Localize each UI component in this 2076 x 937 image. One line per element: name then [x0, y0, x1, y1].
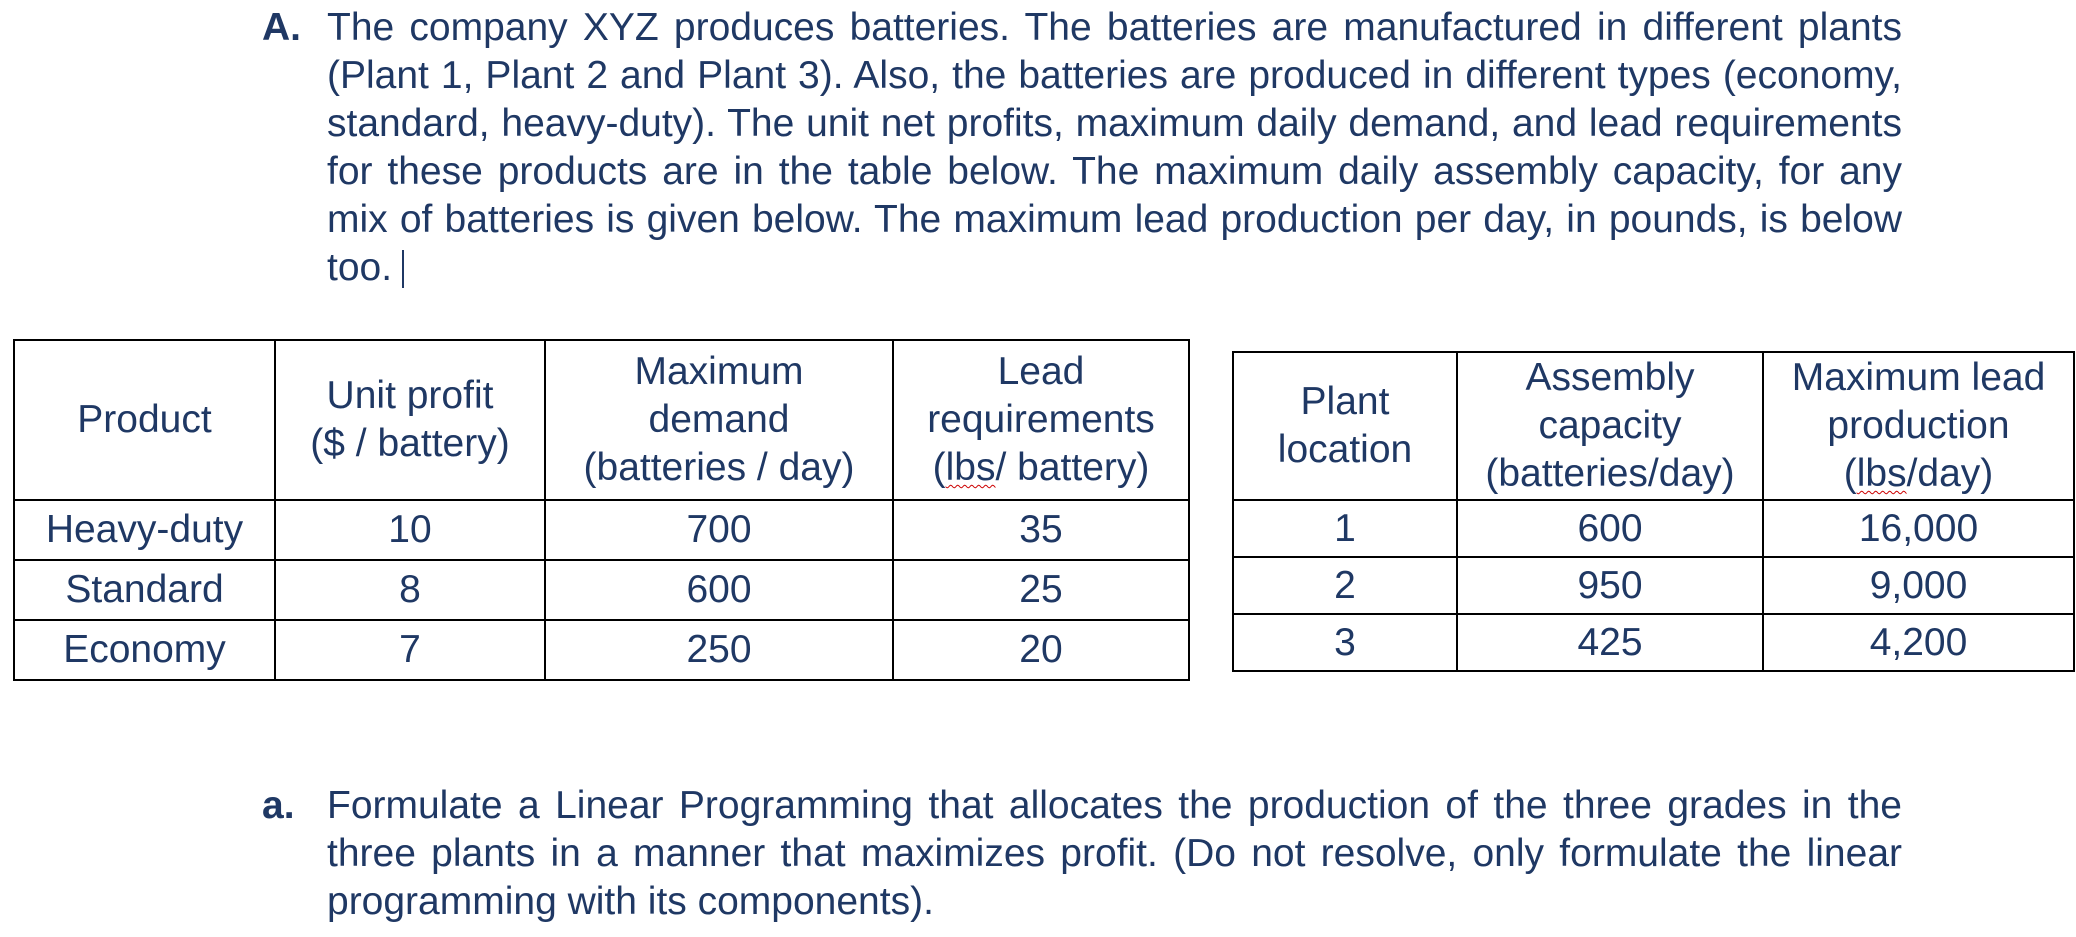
cell-capacity: 600	[1457, 500, 1763, 557]
product-table-header-row	[14, 340, 1189, 500]
cell-product: Economy	[14, 620, 275, 680]
header-plant-location: Plant location	[1233, 352, 1457, 500]
cell-plant: 3	[1233, 614, 1457, 671]
cell-lead: 25	[893, 560, 1189, 620]
cell-demand: 700	[545, 500, 893, 560]
cell-lead-production: 4,200	[1763, 614, 2074, 671]
question-text: Formulate a Linear Programming that allocates the production of the three grades in the three plants in a manner that maximizes profit. (Do not resolve, only formulate the linear programming with its components).	[327, 784, 1902, 923]
table-row	[1233, 557, 2074, 614]
header-unit-profit: Unit profit ($ / battery)	[275, 340, 545, 500]
table-row	[1233, 500, 2074, 557]
cell-lead: 20	[893, 620, 1189, 680]
header-max-lead-production: Maximum lead production (lbs/day)	[1763, 352, 2074, 500]
header-max-demand: Maximum demand (batteries / day)	[545, 340, 893, 500]
cell-lead-production: 9,000	[1763, 557, 2074, 614]
cell-product: Heavy-duty	[14, 500, 275, 560]
question-letter: a.	[262, 784, 295, 827]
plant-table-header-row	[1233, 352, 2074, 500]
cell-demand: 250	[545, 620, 893, 680]
table-row	[1233, 614, 2074, 671]
plant-table	[1232, 351, 2075, 672]
table-row	[14, 560, 1189, 620]
cell-demand: 600	[545, 560, 893, 620]
cell-capacity: 425	[1457, 614, 1763, 671]
product-table	[13, 339, 1190, 681]
cell-lead-production: 16,000	[1763, 500, 2074, 557]
spellcheck-underline: lbs	[945, 446, 996, 489]
header-product: Product	[14, 340, 275, 500]
problem-text-content: The company XYZ produces batteries. The batteries are manufactured in different plants (Plant 1, Plant 2 and Plant 3). Also, the batteries are produced in different types (economy, standard, heavy-duty). The unit net profits, maximum daily demand, and lead requirements for these products are in the table below. The maximum daily assembly capacity, for any mix of batteries is given below. The maximum lead production per day, in pounds, is below too.	[327, 6, 1902, 289]
problem-statement	[262, 4, 1902, 292]
problem-letter: A.	[262, 6, 301, 49]
header-lead-requirements: Lead requirements (lbs/ battery)	[893, 340, 1189, 500]
cell-plant: 2	[1233, 557, 1457, 614]
header-assembly-capacity: Assembly capacity (batteries/day)	[1457, 352, 1763, 500]
cell-product: Standard	[14, 560, 275, 620]
spellcheck-underline: lbs	[1856, 452, 1907, 495]
table-row	[14, 500, 1189, 560]
question-item	[262, 782, 1902, 926]
cell-plant: 1	[1233, 500, 1457, 557]
cell-profit: 7	[275, 620, 545, 680]
problem-text	[327, 4, 1902, 292]
cell-profit: 8	[275, 560, 545, 620]
table-row	[14, 620, 1189, 680]
cell-lead: 35	[893, 500, 1189, 560]
cell-capacity: 950	[1457, 557, 1763, 614]
cell-profit: 10	[275, 500, 545, 560]
text-cursor	[402, 250, 404, 288]
